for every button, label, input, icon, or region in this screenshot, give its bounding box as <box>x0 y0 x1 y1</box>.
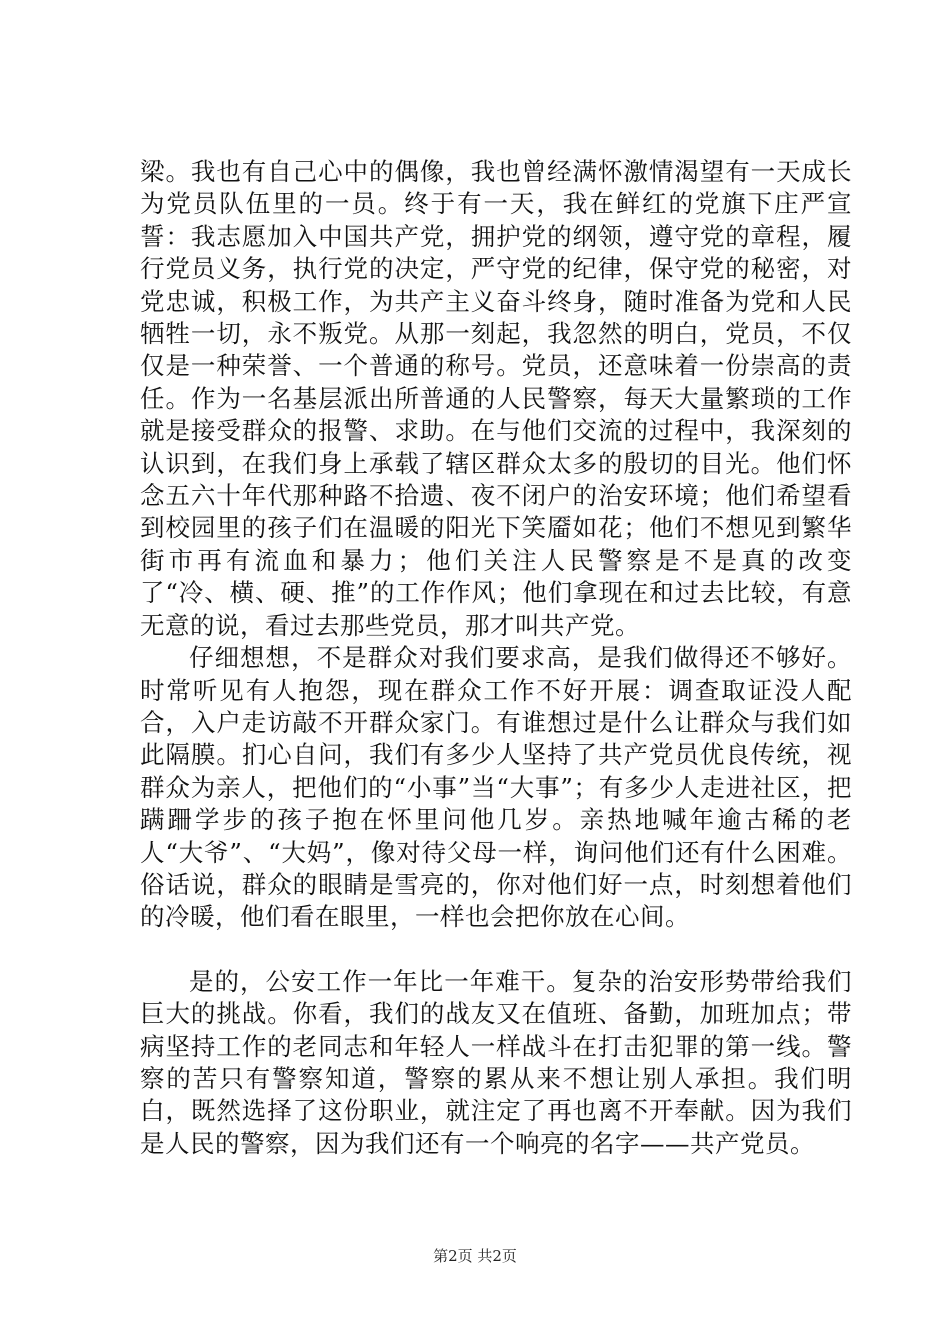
paragraph-2: 仔细想想，不是群众对我们要求高，是我们做得还不够好。时常听见有人抱怨，现在群众工作不好开展：调查取证没人配合，入户走访敲不开群众家门。有谁想过是什么让群众与我们如此隔膜。扪心自问，我们有多少人坚持了共产党员优良传统，视群众为亲人，把他们的“小事”当“大事”；有多少人走进社区，把蹒跚学步的孩子抱在怀里问他几岁。亲热地喊年逾古稀的老人“大爷”、“大妈”，像对待父母一样，询问他们还有什么困难。俗话说，群众的眼睛是雪亮的，你对他们好一点，时刻想着他们的冷暖，他们看在眼里，一样也会把你放在心间。 <box>140 643 852 932</box>
paragraph-3: 是的，公安工作一年比一年难干。复杂的治安形势带给我们巨大的挑战。你看，我们的战友又在值班、备勤，加班加点；带病坚持工作的老同志和年轻人一样战斗在打击犯罪的第一线。警察的苦只有警察知道，警察的累从来不想让别人承担。我们明白，既然选择了这份职业，就注定了再也离不开奉献。因为我们是人民的警察，因为我们还有一个响亮的名字——共产党员。 <box>140 966 852 1158</box>
paragraph-gap <box>140 934 852 966</box>
document-body <box>140 156 852 1160</box>
page-footer: 第2页 共2页 <box>433 1247 517 1265</box>
paragraph-1: 梁。我也有自己心中的偶像，我也曾经满怀激情渴望有一天成长为党员队伍里的一员。终于有一天，我在鲜红的党旗下庄严宣誓：我志愿加入中国共产党，拥护党的纲领，遵守党的章程，履行党员义务，执行党的决定，严守党的纪律，保守党的秘密，对党忠诚，积极工作，为共产主义奋斗终身，随时准备为党和人民牺牲一切，永不叛党。从那一刻起，我忽然的明白，党员，不仅仅是一种荣誉、一个普通的称号。党员，还意味着一份崇高的责任。作为一名基层派出所普通的人民警察，每天大量繁琐的工作就是接受群众的报警、求助。在与他们交流的过程中，我深刻的认识到，在我们身上承载了辖区群众太多的殷切的目光。他们怀念五六十年代那种路不拾遗、夜不闭户的治安环境；他们希望看到校园里的孩子们在温暖的阳光下笑靥如花；他们不想见到繁华街市再有流血和暴力；他们关注人民警察是不是真的改变了“冷、横、硬、推”的工作作风；他们拿现在和过去比较，有意无意的说，看过去那些党员，那才叫共产党。 <box>140 157 852 640</box>
